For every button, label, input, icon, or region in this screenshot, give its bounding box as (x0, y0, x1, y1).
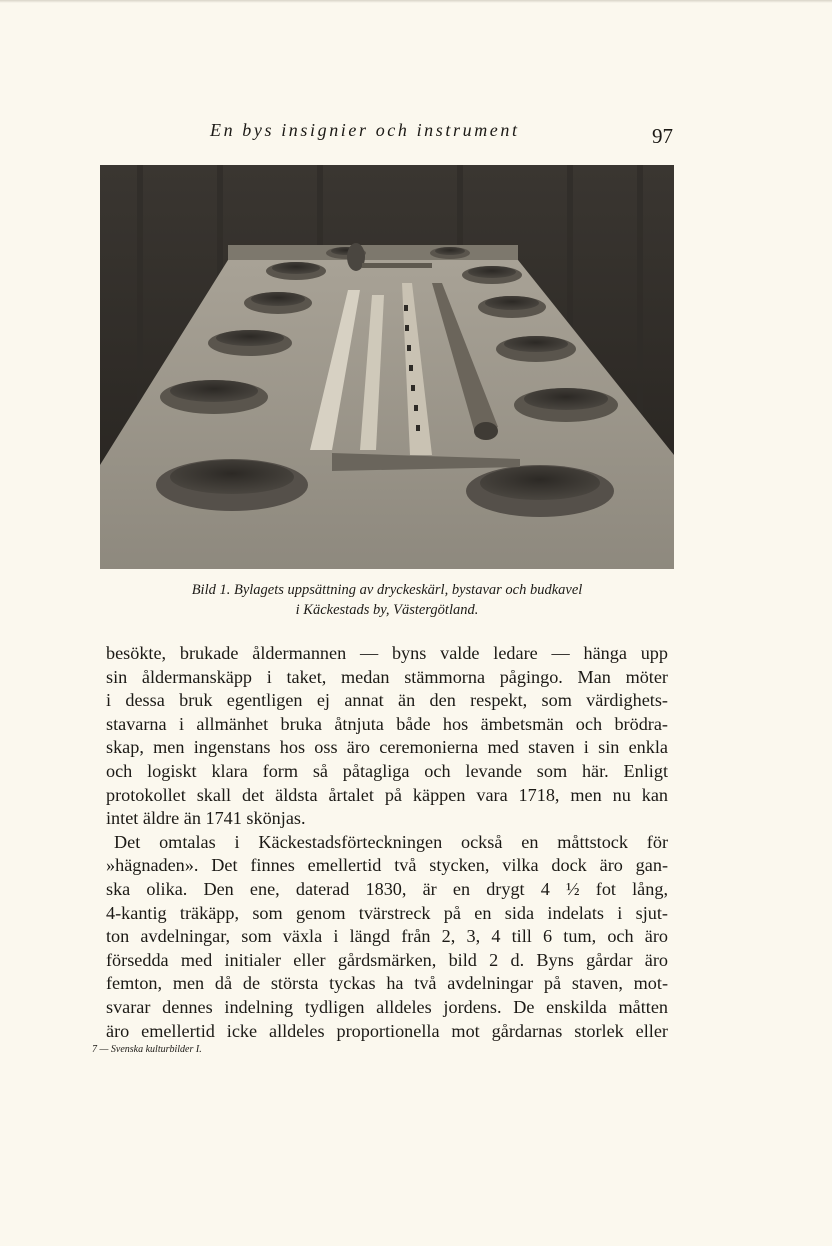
text-line: intet äldre än 1741 skönjas. (106, 808, 306, 829)
text-line: och logiskt klara form så påtagliga och levande som här. Enligt (106, 760, 668, 781)
text-line: sin åldermanskäpp i taket, medan stämmorna pågingo. Man möter (106, 666, 668, 687)
drinking-bowl (208, 330, 292, 356)
text-line: svarar dennes indelning tydligen alldeles jordens. De enskilda måtten (106, 996, 668, 1017)
text-line: Det omtalas i Käckestadsförteckningen också en måttstock för (114, 831, 668, 852)
caption-line: Bild 1. Bylagets uppsättning av dryckeskärl, bystavar och budkavel (191, 582, 583, 598)
text-line: i dessa bruk egentligen ej annat än den respekt, som värdighets- (106, 690, 668, 711)
drinking-bowl (462, 266, 522, 284)
running-head: En bys insignier och instrument (210, 120, 520, 140)
text-line: stavarna i allmänhet bruka åtnjuta både hos ämbetsmän och brödra- (106, 713, 668, 734)
text-line: ton avdelningar, som växla i längd från 2, 3, 4 till 6 tum, och äro (106, 926, 668, 947)
drinking-bowl (496, 336, 576, 362)
body-text (106, 642, 668, 1043)
signature-footnote: 7 — Svenska kulturbilder I. (92, 1044, 202, 1055)
text-line: »hägnaden». Det finnes emellertid två stycken, vilka dock äro gan- (106, 855, 668, 876)
text-line: protokollet skall det äldsta årtalet på käppen vara 1718, men nu kan (106, 784, 668, 805)
text-line: femton, men då de största tyckas ha två avdelningar på staven, mot- (106, 973, 668, 994)
page-edge (0, 0, 832, 3)
text-line: äro emellertid icke alldeles proportionella mot gårdarnas storlek eller (106, 1020, 668, 1041)
drinking-bowl (466, 465, 614, 517)
photo-illustration (100, 165, 674, 569)
text-line: 4-kantig träkäpp, som genom tvärstreck på en sida indelats i sjut- (106, 902, 668, 923)
text-line: skap, men ingenstans hos oss äro ceremonierna med staven i sin enkla (106, 737, 668, 758)
drinking-bowl (514, 388, 618, 422)
caption-line: i Käckestads by, Västergötland. (295, 602, 479, 618)
drinking-bowl (244, 292, 312, 314)
drinking-bowl (478, 296, 546, 318)
text-line: ska olika. Den ene, daterad 1830, är en drygt 4 ½ fot lång, (106, 878, 668, 899)
drinking-bowl (156, 459, 308, 511)
text-line: försedda med initialer eller gårdsmärken, bild 2 d. Byns gårdar äro (106, 949, 668, 970)
drinking-bowl (160, 380, 268, 414)
text-line: besökte, brukade åldermannen — byns valde ledare — hänga upp (106, 643, 668, 663)
drinking-bowl (430, 247, 470, 259)
drinking-bowl (266, 262, 326, 280)
figure-photo (100, 165, 674, 569)
figure-caption (100, 580, 674, 620)
page-number: 97 (652, 124, 673, 148)
